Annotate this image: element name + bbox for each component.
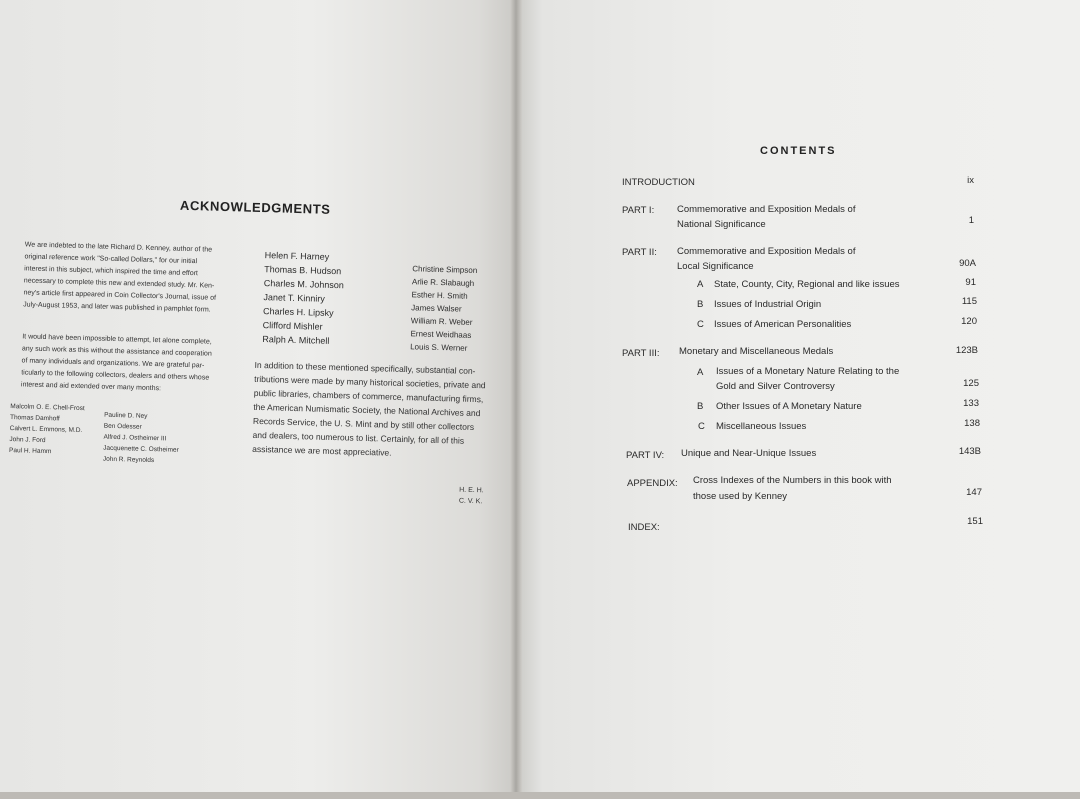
acknowledgments-title: ACKNOWLEDGMENTS <box>179 197 331 217</box>
name-entry: Ben Odesser <box>103 422 142 431</box>
toc-label-appendix: APPENDIX: <box>627 478 678 489</box>
initials-line: C. V. K. <box>458 497 483 506</box>
name-entry: James Walser <box>411 303 462 314</box>
toc-text-part-3-b: Other Issues of A Monetary Nature <box>716 401 862 412</box>
toc-label-part-4: PART IV: <box>626 450 665 461</box>
name-entry: Pauline D. Ney <box>104 411 148 420</box>
toc-text-part-1-line2: National Significance <box>677 219 766 230</box>
toc-page-part-2-c: 120 <box>961 316 977 327</box>
toc-label-part-2-c: C <box>697 319 704 330</box>
paragraph-line: In addition to these mentioned specifically, substantial con- <box>254 359 476 377</box>
name-entry: Christine Simpson <box>412 264 478 276</box>
paragraph-line: any such work as this without the assistance and cooperation <box>21 345 212 358</box>
name-entry: Thomas B. Hudson <box>264 264 342 277</box>
toc-page-part-3-b: 133 <box>963 398 979 409</box>
paragraph-line: Records Service, the U. S. Mint and by still other collectors <box>252 415 475 433</box>
toc-page-part-3-a: 125 <box>963 378 979 389</box>
name-entry: Clifford Mishler <box>262 320 323 332</box>
paragraph-line: assistance we are most appreciative. <box>252 443 392 458</box>
toc-label-part-2: PART II: <box>622 247 657 258</box>
toc-page-index: 151 <box>967 516 983 527</box>
toc-label-introduction: INTRODUCTION <box>622 177 695 188</box>
paragraph-line: public libraries, chambers of commerce, manufacturing firms, <box>253 387 484 405</box>
toc-page-part-3-c: 138 <box>964 418 980 429</box>
toc-text-part-3-a-line2: Gold and Silver Controversy <box>716 381 835 392</box>
name-entry: Arlie R. Slabaugh <box>411 277 475 288</box>
toc-text-part-1: Commemorative and Exposition Medals of <box>677 204 856 215</box>
name-entry: Alfred J. Ostheimer III <box>103 433 167 443</box>
toc-label-part-3-b: B <box>697 401 704 412</box>
paragraph-line: ney's article first appeared in Coin Collector's Journal, issue of <box>23 289 217 302</box>
toc-text-part-2-b: Issues of Industrial Origin <box>714 299 822 310</box>
toc-text-appendix: Cross Indexes of the Numbers in this book with <box>693 475 892 486</box>
name-entry: William R. Weber <box>410 316 473 327</box>
paragraph-line: and dealers, too numerous to list. Certainly, for all of this <box>252 429 465 446</box>
toc-page-part-1: 1 <box>968 215 974 226</box>
toc-text-part-2-line2: Local Significance <box>677 261 754 272</box>
toc-page-part-4: 143B <box>958 446 981 457</box>
toc-text-part-3-a: Issues of a Monetary Nature Relating to the <box>716 366 900 377</box>
toc-text-appendix-line2: those used by Kenney <box>693 491 788 502</box>
toc-text-part-2-c: Issues of American Personalities <box>714 319 852 330</box>
paragraph-line: tributions were made by many historical societies, private and <box>254 373 486 391</box>
name-entry: John J. Ford <box>9 436 46 445</box>
paragraph-line: necessary to complete this new and extended study. Mr. Ken- <box>23 277 215 290</box>
name-entry: Paul H. Hamm <box>8 447 52 456</box>
name-entry: Charles M. Johnson <box>263 278 345 291</box>
toc-page-part-2-a: 91 <box>965 277 976 288</box>
paragraph-line: of many individuals and organizations. We are grateful par- <box>21 357 205 370</box>
toc-label-part-3: PART III: <box>622 348 660 359</box>
names-column-4 <box>410 262 477 355</box>
paragraph-line: the American Numismatic Society, the National Archives and <box>253 401 481 419</box>
toc-label-part-2-b: B <box>697 299 704 310</box>
name-entry: Thomas Damhoff <box>9 414 60 423</box>
author-initials <box>459 485 484 508</box>
name-entry: Janet T. Kinniry <box>263 292 325 304</box>
acknowledgments-section <box>0 0 530 799</box>
toc-text-part-2-a: State, County, City, Regional and like issues <box>714 279 900 290</box>
paragraph-line: original reference work "So-called Dollars," for our initial <box>24 253 198 266</box>
names-column-2 <box>103 410 180 467</box>
toc-label-part-2-a: A <box>697 279 704 290</box>
names-column-1 <box>9 401 85 458</box>
acknowledgment-paragraph-2 <box>21 331 228 397</box>
name-entry: Charles H. Lipsky <box>262 306 334 319</box>
names-column-3 <box>262 248 345 348</box>
name-entry: John R. Reynolds <box>102 455 155 465</box>
toc-text-part-3-c: Miscellaneous Issues <box>716 421 807 432</box>
name-entry: Helen F. Harney <box>264 250 330 262</box>
contents-title: CONTENTS <box>760 145 837 157</box>
paragraph-line: July-August 1953, and later was published in pamphlet form. <box>23 301 211 314</box>
name-entry: Louis S. Werner <box>410 342 468 353</box>
toc-page-part-2: 90A <box>959 258 976 269</box>
name-entry: Ralph A. Mitchell <box>262 334 330 346</box>
paragraph-line: It would have been impossible to attempt, let alone complete, <box>22 333 212 346</box>
toc-page-introduction: ix <box>967 175 974 186</box>
name-entry: Malcolm O. E. Chell-Frost <box>10 403 85 413</box>
toc-label-part-3-a: A <box>697 367 704 378</box>
toc-text-part-2: Commemorative and Exposition Medals of <box>677 246 856 257</box>
toc-text-part-3: Monetary and Miscellaneous Medals <box>679 346 834 357</box>
paragraph-line: interest in this subject, which inspired the time and effort <box>24 265 198 278</box>
acknowledgment-paragraph-1 <box>23 239 230 317</box>
acknowledgment-paragraph-3 <box>252 358 507 463</box>
right-page <box>514 0 1080 792</box>
paragraph-line: We are indebted to the late Richard D. Kenney, author of the <box>24 241 213 254</box>
name-entry: Esther H. Smith <box>411 290 468 301</box>
toc-label-index: INDEX: <box>628 522 660 533</box>
initials-line: H. E. H. <box>459 486 484 495</box>
toc-page-part-3: 123B <box>955 345 978 356</box>
toc-page-part-2-b: 115 <box>961 296 977 307</box>
toc-label-part-3-c: C <box>698 421 705 432</box>
toc-page-appendix: 147 <box>966 487 982 498</box>
toc-label-part-1: PART I: <box>622 205 655 216</box>
toc-text-part-4: Unique and Near-Unique Issues <box>681 448 817 459</box>
name-entry: Ernest Weidhaas <box>410 329 472 340</box>
paragraph-line: interest and aid extended over many months: <box>20 381 162 393</box>
name-entry: Calvert L. Emmons, M.D. <box>9 425 83 435</box>
name-entry: Jacquenette C. Ostheimer <box>103 444 179 454</box>
paragraph-line: ticularly to the following collectors, dealers and others whose <box>21 369 210 382</box>
